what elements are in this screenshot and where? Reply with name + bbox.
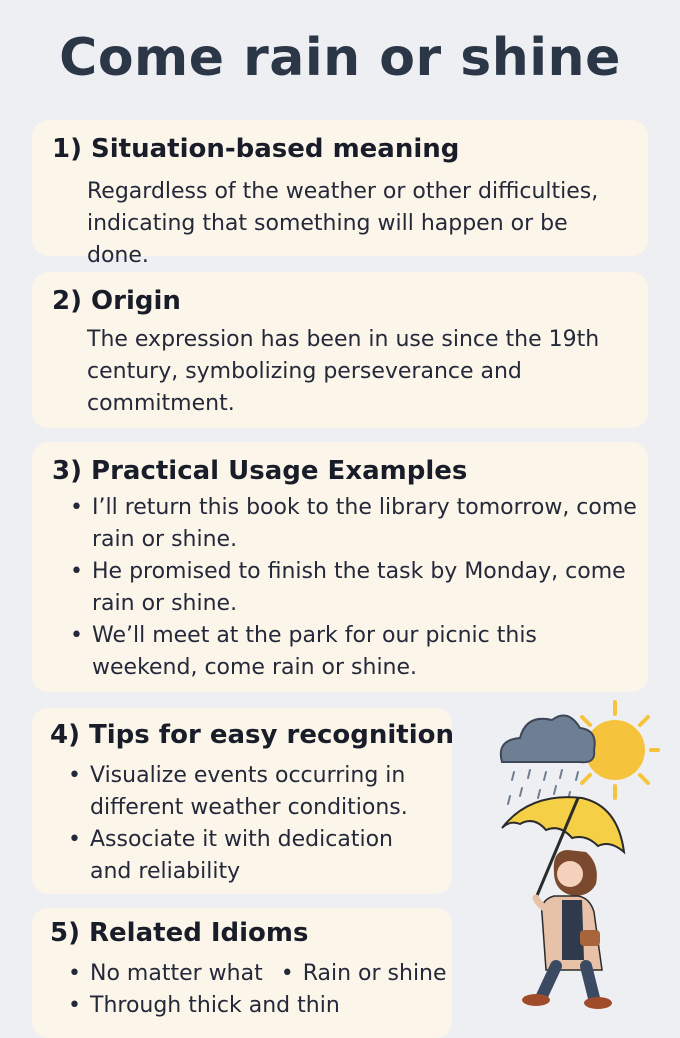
examples-list <box>70 492 640 684</box>
list-item: • No matter what <box>68 958 263 990</box>
origin-heading: 2) Origin <box>52 286 181 316</box>
list-item: • Rain or shine <box>281 958 447 990</box>
list-item: • I’ll return this book to the library tomorrow, come rain or shine. <box>70 492 640 556</box>
woman-walking-icon <box>522 850 612 1009</box>
related-heading: 5) Related Idioms <box>50 918 309 948</box>
tips-card <box>32 708 452 894</box>
tips-heading: 4) Tips for easy recognition <box>50 720 454 750</box>
origin-card <box>32 272 648 428</box>
meaning-card <box>32 120 648 268</box>
list-item: • We’ll meet at the park for our picnic this weekend, come rain or shine. <box>70 620 640 684</box>
related-card <box>32 908 452 1038</box>
list-item: • Through thick and thin <box>68 990 340 1022</box>
origin-text: The expression has been in use since the 19th century, symbolizing perseverance and commitment. <box>87 327 600 416</box>
weather-illustration <box>490 700 660 1020</box>
examples-card <box>32 442 648 692</box>
related-list <box>68 958 468 1022</box>
tips-list <box>68 760 438 888</box>
list-item: • Visualize events occurring in different weather conditions. <box>68 760 438 824</box>
list-item: • He promised to finish the task by Monday, come rain or shine. <box>70 556 640 620</box>
page-title: Come rain or shine <box>59 28 621 88</box>
list-item: • Associate it with dedication and reliability <box>68 824 438 888</box>
examples-heading: 3) Practical Usage Examples <box>52 456 468 486</box>
meaning-heading: 1) Situation-based meaning <box>52 134 460 164</box>
meaning-text: Regardless of the weather or other difficulties, indicating that something will happen or be done. <box>87 179 599 268</box>
cloud-icon <box>501 716 595 763</box>
